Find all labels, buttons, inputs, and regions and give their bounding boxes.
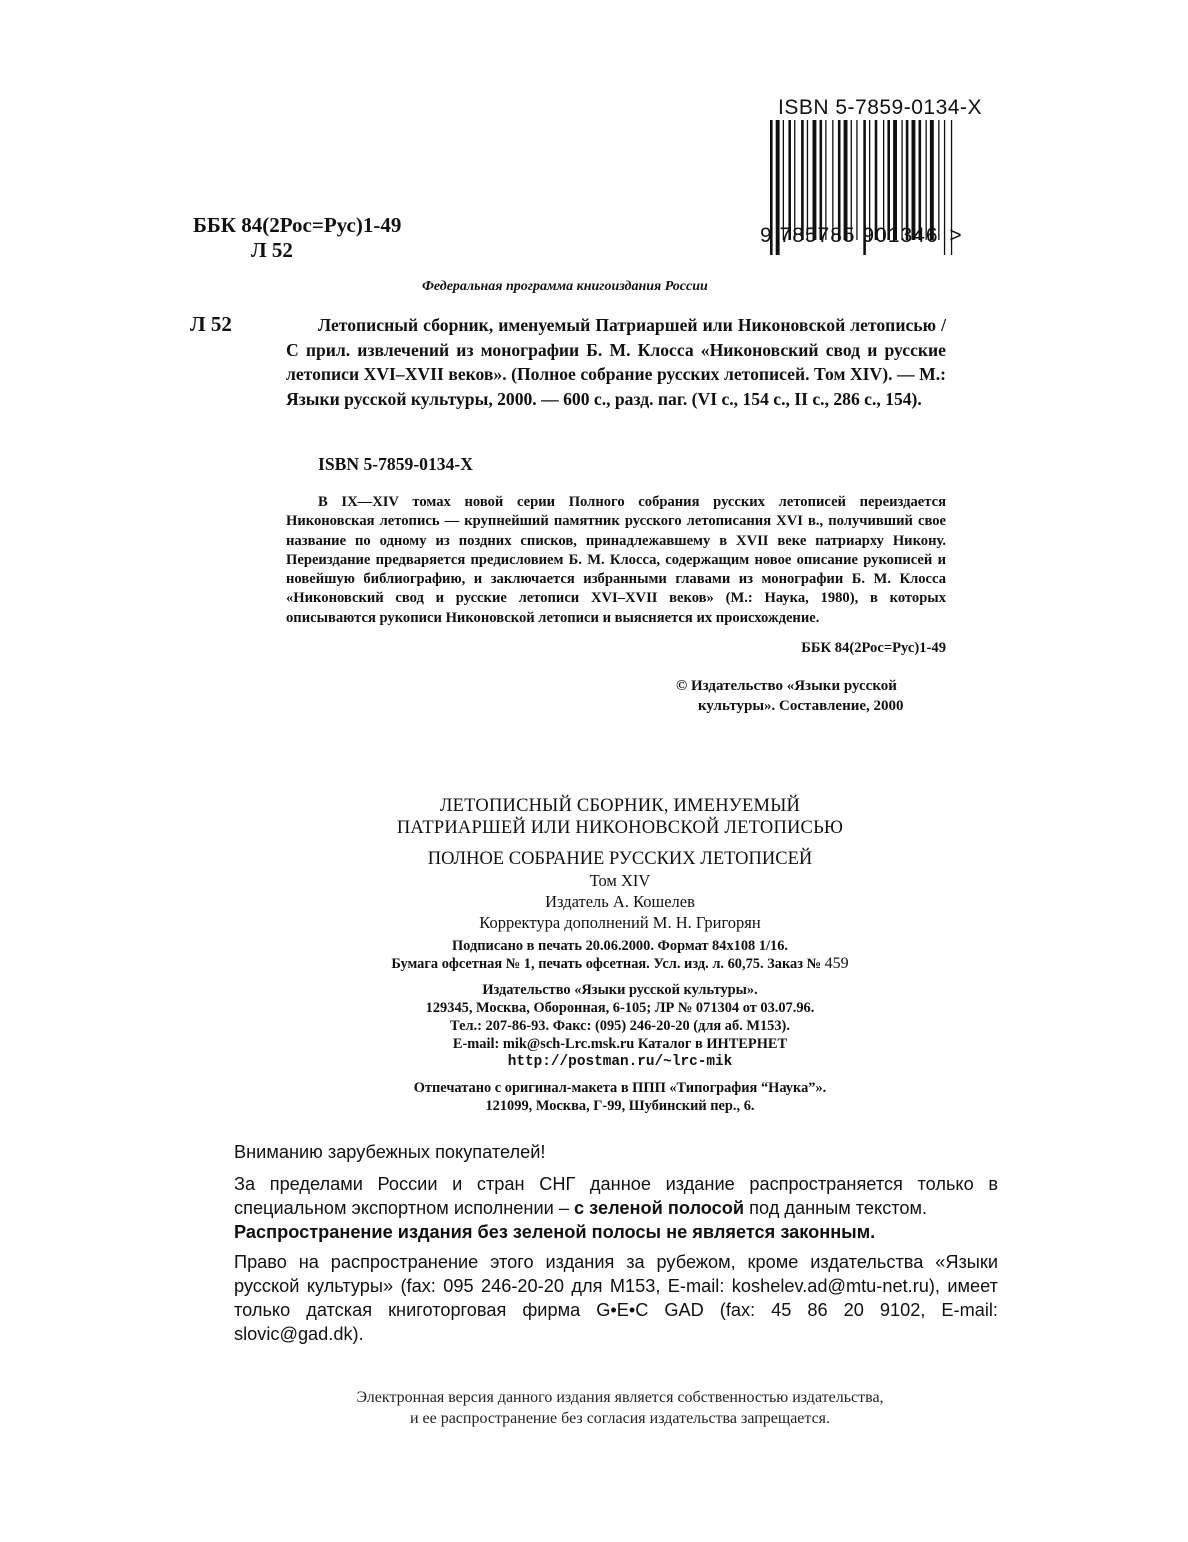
barcode-bar [844,120,848,240]
bbk-header [193,213,401,263]
barcode-bar [825,120,826,240]
publishing-house: Издательство «Языки русской культуры». [482,982,758,998]
barcode-bar [912,120,916,240]
publisher-phone: Тел.: 207-86-93. Факс: (095) 246-20-20 (для аб. М153). [450,1018,790,1034]
barcode-bar [893,120,897,240]
federal-program-line: Федеральная программа книгоиздания России [422,279,708,294]
paper-info [300,955,940,973]
barcode-bar [794,120,795,240]
barcode-bar [807,120,808,240]
barcode-bar [856,120,857,240]
barcode-bar [851,120,852,240]
barcode-bar [813,120,817,240]
barcode-bar [783,120,784,240]
barcode-bar [906,120,909,240]
barcode-bar [832,120,833,240]
foreign-buyers-notice [234,1140,998,1346]
bbk-code: ББК 84(2Рос=Рус)1-49 [193,213,402,237]
notice-heading: Вниманию зарубежных покупателей! [234,1142,546,1162]
printed-by: Отпечатано с оригинал-макета в ППП «Типография “Наука”». [413,1080,827,1096]
notice-export-tail: под данным текстом. [744,1198,928,1218]
barcode-bar [875,120,878,240]
barcode-bar [801,120,804,240]
barcode-bar [887,120,890,240]
proofreading: Корректура дополнений М. Н. Григорян [479,913,761,932]
copyright-line-1: © Издательство «Языки русской [676,678,897,694]
bbk-author-mark: Л 52 [251,238,293,262]
barcode-bar [838,120,841,240]
notice-green-stripe: с зеленой полосой [574,1198,745,1218]
barcode-bar [919,120,922,240]
catalog-annotation: В IX—XIV томах новой серии Полного собрания русских летописей переиздается Никоновская летопись — крупнейший памятник русского летописания XVI в., получивший свое название по одному из поздних списков, принадлежавшему в XVII веке патриарху Никону. Переиздание предваряется предисловием Б. М. Клосса, содержащим новое описание рукописей и новейшую библиографию, и заключается избранными главами из монографии Б. М. Клосса «Никоновский свод и русские летописи XVI–XVII веков» (М.: Наука, 1980), в которых описываются рукописи Никоновской летописи и выясняется их происхождение. [286,494,946,626]
notice-legality: Распространение издания без зеленой полосы не является законным. [234,1222,876,1242]
catalog-entry: Летописный сборник, именуемый Патриаршей или Никоновской летописью / С прил. извлечений из монографии Б. М. Клосса «Никоновский свод и русские летописи XVI–XVII веков». (Полное собрание русских летописей. Том XIV). — М.: Языки русской культуры, 2000. — 600 с., разд. паг. (VI с., 154 с., II с., 286 с., 154). [286,315,946,409]
electronic-version-notice [290,1387,950,1429]
barcode-bar [788,120,791,240]
copyright-line-2: культуры». Составление, 2000 [698,698,904,714]
signed-to-print: Подписано в печать 20.06.2000. Формат 84x108 1/16. [451,938,789,954]
barcode-bar [938,120,939,240]
barcode-bar [883,120,884,240]
electronic-notice-line-2: и ее распространение без согласия издательства запрещается. [409,1410,831,1427]
electronic-notice-line-1: Электронная версия данного издания является собственностью издательства, [356,1389,884,1406]
book-title [300,796,940,839]
catalog-author-mark: Л 52 [190,312,232,336]
notice-paragraph-export [234,1172,998,1220]
publisher-url: http://postman.ru/~lrc-mik [507,1054,733,1070]
barcode-bars [770,120,975,320]
colophon [300,796,940,1115]
catalog-isbn: ISBN 5-7859-0134-X [318,454,473,474]
barcode-bar [901,120,902,240]
notice-distribution-rights: Право на распространение этого издания за рубежом, кроме издательства «Языки русской культуры» (fax: 095 246-20-20 для М153, E-mail: koshelev.ad@mtu-net.ru), имеет только датская книготорговая фирма G•E•C GAD (fax: 45 86 20 9102, E-mail: slovic@gad.dk). [234,1252,998,1344]
paper-text: Бумага офсетная № 1, печать офсетная. Усл. изд. л. 60,75. Заказ № [391,956,825,972]
publisher: Издатель А. Кошелев [545,892,695,911]
isbn-barcode [760,90,985,250]
barcode-chevron: > [949,224,963,247]
barcode-isbn-label: ISBN 5-7859-0134-X [778,96,982,119]
volume: Том XIV [589,871,651,890]
barcode-bar [869,120,870,240]
catalog-bbk: ББК 84(2Рос=Рус)1-49 [801,640,946,656]
publisher-email: E-mail: mik@sch-Lrc.msk.ru Каталог в ИНТЕРНЕТ [452,1036,788,1052]
barcode-bar [930,120,934,240]
barcode-digit-string: 9 785785 901346 [760,224,939,247]
publisher-address: 129345, Москва, Оборонная, 6-105; ЛР № 071304 от 03.07.96. [425,1000,815,1016]
series-title: ПОЛНОЕ СОБРАНИЕ РУССКИХ ЛЕТОПИСЕЙ [427,849,813,869]
barcode-digits [760,224,963,248]
notice-export-text: За пределами России и стран СНГ данное издание распространяется только в специальном экспортном исполнении – [234,1174,998,1218]
book-title-line-2: ПАТРИАРШЕЙ ИЛИ НИКОНОВСКОЙ ЛЕТОПИСЬЮ [396,817,844,838]
book-title-line-1: ЛЕТОПИСНЫЙ СБОРНИК, ИМЕНУЕМЫЙ [439,796,801,816]
barcode-bar [926,120,927,240]
copyright-notice [676,676,946,716]
order-number: 459 [824,955,849,972]
printer-address: 121099, Москва, Г-99, Шубинский пер., 6. [485,1098,755,1114]
barcode-bar [820,120,823,240]
